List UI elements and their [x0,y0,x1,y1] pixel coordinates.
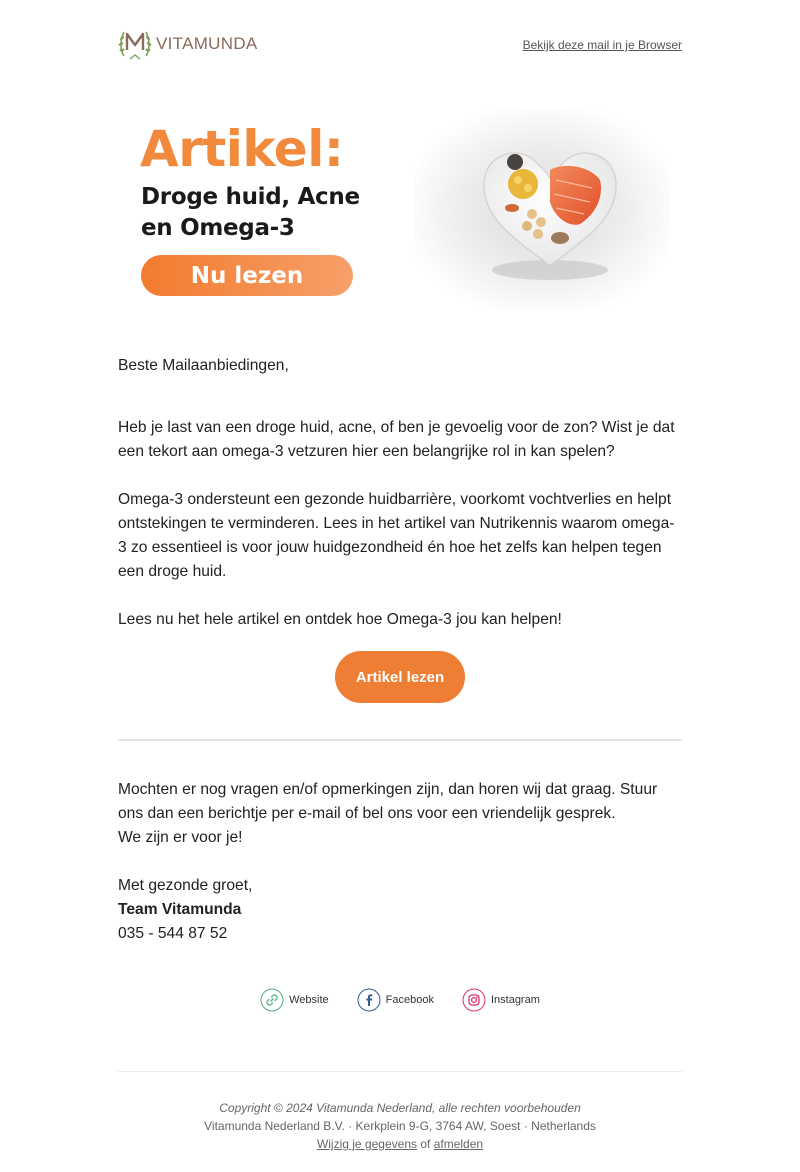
footer-copyright: Copyright © 2024 Vitamunda Nederland, alle rechten voorbehouden [219,1101,581,1115]
view-in-browser-link[interactable]: Bekijk deze mail in je Browser [522,38,682,52]
footer-divider [118,1071,682,1072]
signoff-block [118,874,682,946]
logo-text: VITAMUNDA [156,34,258,53]
link-icon [260,988,284,1012]
edit-details-link[interactable]: Wijzig je gegevens [316,1137,417,1151]
vitamunda-logo[interactable] [118,26,258,62]
contact-line2: We zijn er voor je! [118,829,243,846]
social-facebook-link[interactable] [357,987,434,1013]
social-label: Facebook [385,994,434,1006]
footer-separator: of [420,1137,434,1151]
heart-plate-omega3-image [414,110,670,310]
greeting: Beste Mailaanbiedingen, [118,357,289,374]
team-name: Team Vitamunda [118,901,242,918]
email-header [118,26,682,62]
facebook-icon [357,988,381,1012]
instagram-icon [462,988,486,1012]
body-paragraph-2: Omega-3 ondersteunt een gezonde huidbarrière, voorkomt vochtverlies en helpt ontstekingen te verminderen. Lees in het artikel van Nutrikennis waarom omega-3 zo essentieel is voor jouw huidgezondheid én hoe het zelfs kan helpen tegen een droge huid. [118,491,675,580]
banner-title: Artikel: [140,120,344,178]
body-paragraph-3: Lees nu het hele artikel en ontdek hoe Omega-3 jou kan helpen! [118,611,562,628]
social-instagram-link[interactable] [462,987,540,1013]
divider [118,739,682,741]
contact-block [118,778,682,850]
laurel-logo-icon [118,26,152,62]
article-banner[interactable] [118,110,682,315]
footer-links [0,1135,800,1153]
unsubscribe-link[interactable]: afmelden [433,1137,484,1151]
social-label: Instagram [490,994,540,1006]
banner-read-button[interactable]: Nu lezen [141,255,353,296]
banner-subtitle-line2: en Omega-3 [141,215,295,241]
read-article-button[interactable]: Artikel lezen [335,651,465,703]
contact-text: Mochten er nog vragen en/of opmerkingen zijn, dan horen wij dat graag. Stuur ons dan een berichtje per e-mail of bel ons voor een vriendelijk gesprek. [118,781,658,822]
social-label: Website [289,994,329,1006]
banner-subtitle-line1: Droge huid, Acne [141,184,360,210]
social-links [0,987,800,1013]
phone-number: 035 - 544 87 52 [118,925,228,942]
footer-address: Vitamunda Nederland B.V. · Kerkplein 9-G, 3764 AW, Soest · Netherlands [204,1119,596,1133]
body-paragraph-1: Heb je last van een droge huid, acne, of ben je gevoelig voor de zon? Wist je dat een tekort aan omega-3 vetzuren hier een belangrijke rol in kan spelen? [118,419,675,460]
signoff: Met gezonde groet, [118,877,253,894]
social-website-link[interactable] [260,987,329,1013]
